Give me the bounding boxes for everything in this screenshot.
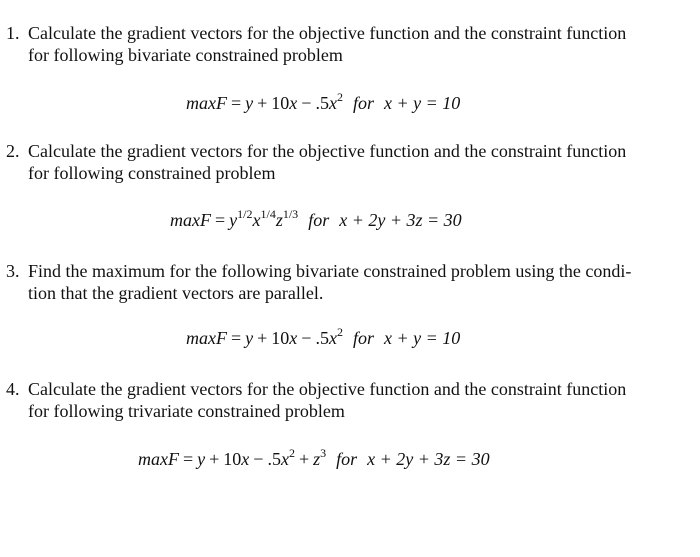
equation: $\max F = y + 10x - .5x^2$ for x + y = 10 xyxy=(186,90,461,113)
equation-constraint: x + y = 10 xyxy=(383,93,461,113)
equation-for: for xyxy=(308,210,330,230)
problem-number: 2. xyxy=(6,141,20,161)
problem-text xyxy=(28,22,692,66)
exponent-z: 1/3 xyxy=(282,207,299,221)
problem-text-line: Find the maximum for the following bivariate constrained problem using the condi- xyxy=(28,261,632,281)
problem-text-line: Calculate the gradient vectors for the objective function and the constraint function xyxy=(28,379,627,399)
exponent-x: 1/4 xyxy=(260,207,276,221)
equation-for: for xyxy=(352,93,374,113)
equation: $\max F = y + 10x - .5x^2$ for x + y = 10 xyxy=(186,325,461,348)
problem-text-line: Calculate the gradient vectors for the objective function and the constraint function xyxy=(28,141,627,161)
equation-lhs: maxF xyxy=(186,328,227,348)
equation: $\max F = y^{1/2}x^{1/4}z^{1/3}$ for x + 2y + 3z = 30 xyxy=(170,207,462,230)
problem-text-line: for following constrained problem xyxy=(28,163,276,183)
problem-number: 3. xyxy=(6,261,20,281)
problem-text xyxy=(28,260,692,304)
problem-text-line: for following trivariate constrained problem xyxy=(28,401,345,421)
equation-lhs: maxF xyxy=(138,449,179,469)
exponent-y: 1/2 xyxy=(237,207,253,221)
problem-text-line: tion that the gradient vectors are parallel. xyxy=(28,283,324,303)
problem-number: 1. xyxy=(6,23,20,43)
problem-text-line: Calculate the gradient vectors for the objective function and the constraint function xyxy=(28,23,627,43)
equation-lhs: maxF xyxy=(170,210,211,230)
exponent-z: 3 xyxy=(320,446,327,460)
exponent-x: 2 xyxy=(288,446,295,460)
problem-text xyxy=(28,140,692,184)
equation: $\max F = y + 10x - .5x^2 + z^3$ for x + 2y + 3z = 30 xyxy=(138,446,490,469)
equation-for: for xyxy=(352,328,374,348)
problem-text xyxy=(28,378,692,422)
equation-constraint: x + y = 10 xyxy=(383,328,461,348)
problem-text-line: for following bivariate constrained problem xyxy=(28,45,343,65)
equation-lhs: maxF xyxy=(186,93,227,113)
equation-constraint: x + 2y + 3z = 30 xyxy=(339,210,462,230)
equation-constraint: x + 2y + 3z = 30 xyxy=(367,449,490,469)
equation-for: for xyxy=(336,449,358,469)
problem-number: 4. xyxy=(6,379,20,399)
